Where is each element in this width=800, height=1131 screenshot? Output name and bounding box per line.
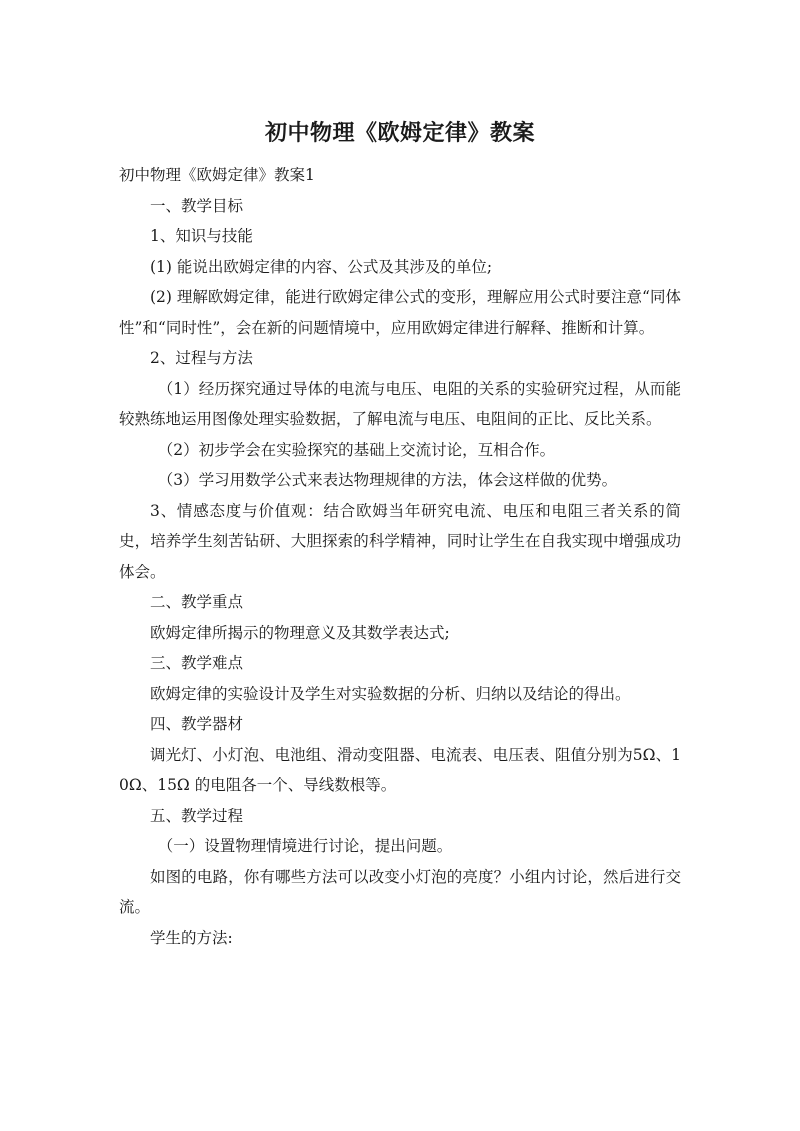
paragraph: 初中物理《欧姆定律》教案1 xyxy=(119,166,315,184)
paragraph: 如图的电路，你有哪些方法可以改变小灯泡的亮度？小组内讨论，然后进行交流。 xyxy=(119,867,681,916)
paragraph: 调光灯、小灯泡、电池组、滑动变阻器、电流表、电压表、阻值分别为5Ω、10Ω、15Ω 的电阻各一个、导线数根等。 xyxy=(119,745,681,794)
paragraph: （3）学习用数学公式来表达物理规律的方法，体会这样做的优势。 xyxy=(157,471,618,489)
paragraph: （1）经历探究通过导体的电流与电压、电阻的关系的实验研究过程，从而能较熟练地运用图像处理实验数据，了解电流与电压、电阻间的正比、反比关系。 xyxy=(119,379,681,428)
paragraph: 欧姆定律的实验设计及学生对实验数据的分析、归纳以及结论的得出。 xyxy=(150,684,631,703)
document-body xyxy=(119,160,681,953)
section-heading: 四、教学器材 xyxy=(150,715,244,733)
section-heading: 五、教学过程 xyxy=(150,806,244,825)
paragraph: （2）初步学会在实验探究的基础上交流讨论，互相合作。 xyxy=(157,440,556,459)
section-heading: 一、教学目标 xyxy=(150,196,244,215)
section-heading: 三、教学难点 xyxy=(150,654,244,672)
paragraph: 学生的方法: xyxy=(150,928,233,947)
paragraph: 3、情感态度与价值观：结合欧姆当年研究电流、电压和电阻三者关系的简史，培养学生刻苦钻研、大胆探索的科学精神，同时让学生在自我实现中增强成功体会。 xyxy=(119,501,681,581)
document-title: 初中物理《欧姆定律》教案 xyxy=(264,121,535,146)
subsection-heading: 2、过程与方法 xyxy=(150,349,253,367)
paragraph: (2) 理解欧姆定律，能进行欧姆定律公式的变形，理解应用公式时要注意“同体性”和“同时性”，会在新的问题情境中，应用欧姆定律进行解释、推断和计算。 xyxy=(119,288,681,337)
paragraph: （一）设置物理情境进行讨论，提出问题。 xyxy=(157,837,453,855)
paragraph: (1) 能说出欧姆定律的内容、公式及其涉及的单位; xyxy=(150,257,493,276)
subsection-heading: 1、知识与技能 xyxy=(150,227,253,245)
section-heading: 二、教学重点 xyxy=(150,593,244,611)
paragraph: 欧姆定律所揭示的物理意义及其数学表达式; xyxy=(150,623,450,642)
